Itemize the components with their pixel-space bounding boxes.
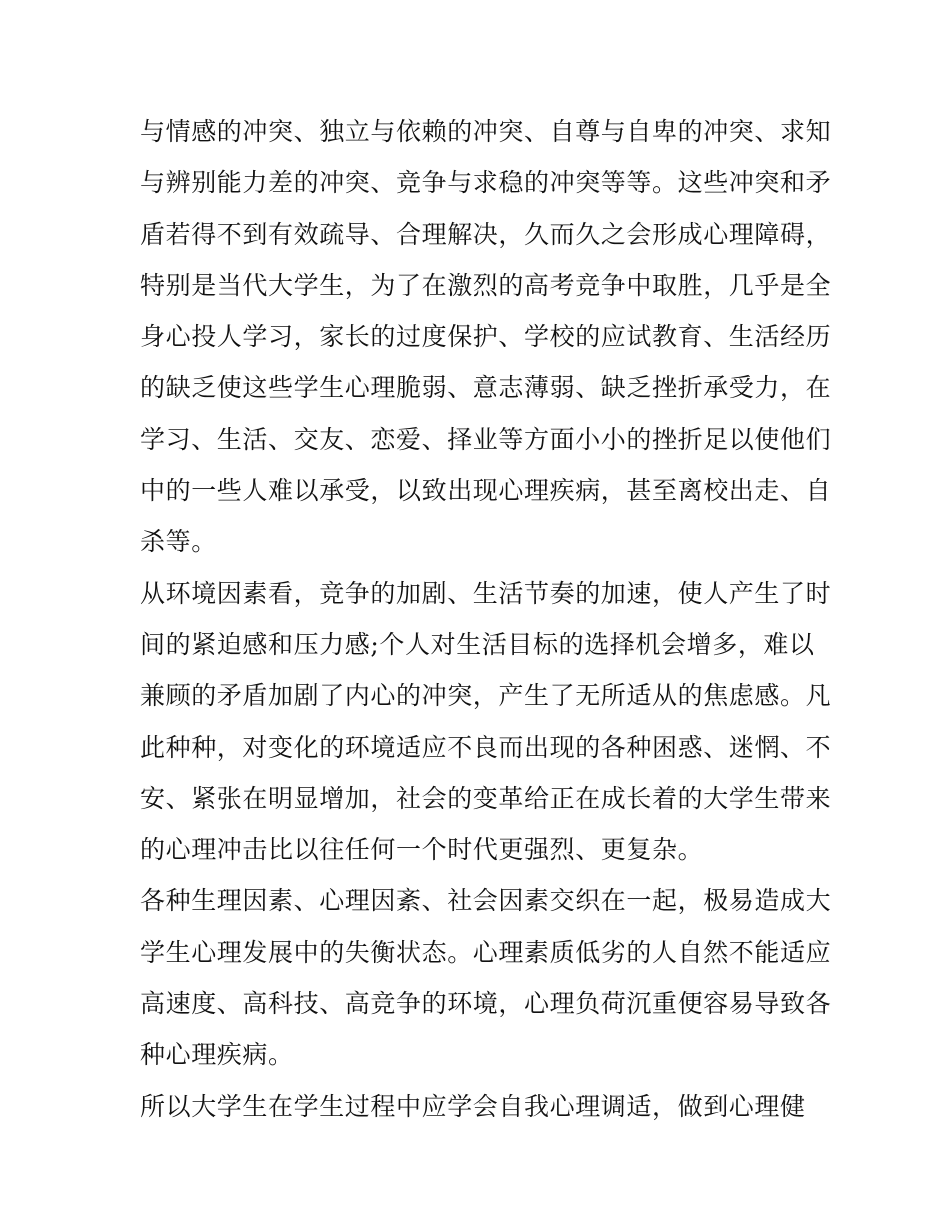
text-line: 杀等。 bbox=[140, 527, 217, 557]
paragraph bbox=[140, 106, 830, 568]
text-line: 从环境因素看，竞争的加剧、生活节奏的加速，使人产生了时 bbox=[140, 578, 832, 608]
text-line: 种心理疾病。 bbox=[140, 1040, 294, 1070]
text-line: 学习、生活、交友、恋爱、择业等方面小小的挫折足以使他们 bbox=[140, 424, 832, 454]
text-line: 与辨别能力差的冲突、竞争与求稳的冲突等等。这些冲突和矛 bbox=[140, 168, 832, 198]
body-text bbox=[140, 106, 830, 1132]
paragraph bbox=[140, 875, 830, 1080]
paragraph bbox=[140, 568, 830, 876]
text-line: 身心投人学习，家长的过度保护、学校的应试教育、生活经历 bbox=[140, 322, 832, 352]
text-line: 各种生理因素、心理因紊、社会因素交织在一起，极易造成大 bbox=[140, 886, 832, 916]
text-line: 兼顾的矛盾加剧了内心的冲突，产生了无所适从的焦虑感。凡 bbox=[140, 681, 832, 711]
text-line: 安、紧张在明显增加，社会的变革给正在成长着的大学生带来 bbox=[140, 783, 832, 813]
paragraph bbox=[140, 1081, 830, 1132]
text-line: 间的紧迫感和压力感;个人对生活目标的选择机会增多，难以 bbox=[140, 629, 815, 659]
text-line: 中的一些人难以承受，以致出现心理疾病，甚至离校出走、自 bbox=[140, 476, 832, 506]
text-line: 特别是当代大学生，为了在激烈的高考竞争中取胜，几乎是全 bbox=[140, 270, 832, 300]
text-line: 与情感的冲突、独立与依赖的冲突、自尊与自卑的冲突、求知 bbox=[140, 117, 832, 146]
text-line: 所以大学生在学生过程中应学会自我心理调适，做到心理健 bbox=[140, 1091, 806, 1121]
text-line: 此种种，对变化的环境适应不良而出现的各种困惑、迷惘、不 bbox=[140, 732, 832, 762]
text-line: 高速度、高科技、高竞争的环境，心理负荷沉重便容易导致各 bbox=[140, 989, 832, 1019]
text-line: 的心理冲击比以往任何一个时代更强烈、更复杂。 bbox=[140, 835, 704, 865]
text-line: 的缺乏使这些学生心理脆弱、意志薄弱、缺乏挫折承受力，在 bbox=[140, 373, 832, 403]
text-line: 盾若得不到有效疏导、合理解决，久而久之会形成心理障碍， bbox=[140, 219, 832, 249]
text-line: 学生心理发展中的失衡状态。心理素质低劣的人自然不能适应 bbox=[140, 937, 832, 967]
